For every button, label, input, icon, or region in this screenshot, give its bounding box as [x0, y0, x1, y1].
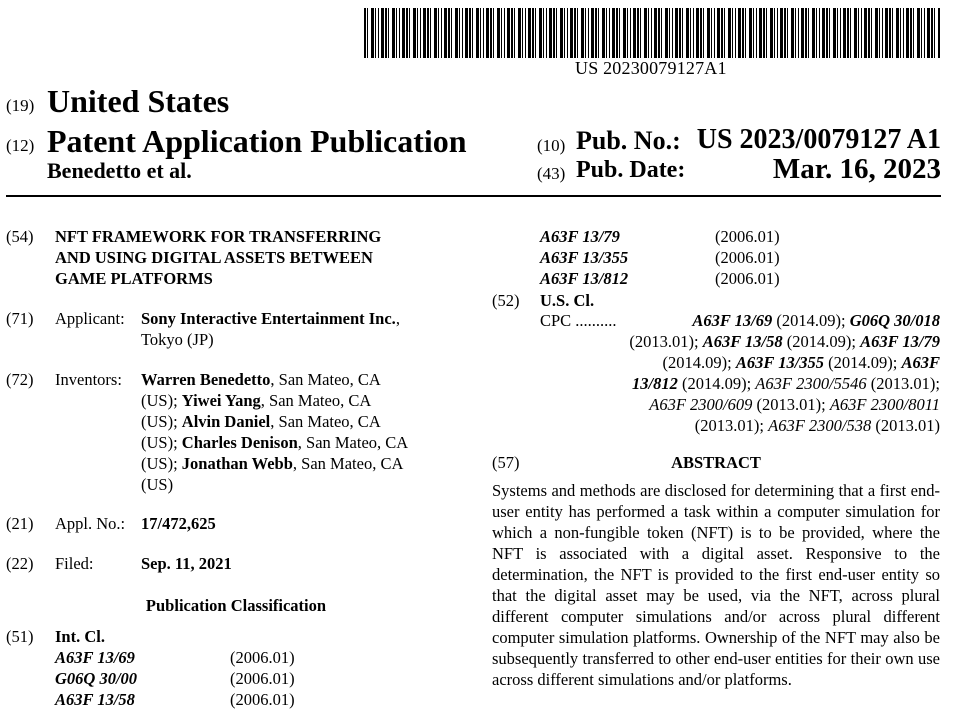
- int-cl-row: [540, 268, 840, 289]
- filed-label: Filed:: [55, 554, 94, 573]
- applicant-location: Tokyo (JP): [141, 330, 214, 349]
- class-code: 13/812: [632, 374, 678, 393]
- text-run: (2013.01);: [694, 416, 769, 435]
- text-line: [540, 331, 940, 352]
- class-code: G06Q 30/018: [849, 311, 940, 330]
- int-cl-row: [55, 647, 355, 668]
- applicant-label: Applicant:: [55, 309, 125, 328]
- barcode: [364, 8, 940, 58]
- applicant-code: (71): [6, 309, 34, 328]
- class-code: A63F 2300/5546: [755, 374, 867, 393]
- class-code: A63F 13/69: [55, 648, 135, 667]
- text-line: [540, 394, 940, 415]
- text-run: (US);: [141, 433, 182, 452]
- name-run: Warren Benedetto: [141, 370, 271, 389]
- text-run: , San Mateo, CA: [270, 370, 381, 389]
- text-run: , San Mateo, CA: [260, 391, 372, 410]
- class-code: A63F: [901, 353, 940, 372]
- class-code: A63F 13/58: [55, 690, 135, 709]
- cpc-label: CPC ..........: [540, 311, 617, 330]
- text-run: , San Mateo, CA: [297, 433, 409, 452]
- text-run: , San Mateo, CA: [270, 412, 381, 431]
- title-code: (54): [6, 227, 34, 246]
- abstract-code: (57): [492, 453, 520, 472]
- us-cl-code: (52): [492, 291, 520, 310]
- name-run: Alvin Daniel: [181, 412, 271, 431]
- inventors-list: [141, 369, 471, 495]
- text-run: (2014.09);: [677, 374, 756, 393]
- text-line: [141, 453, 471, 474]
- text-run: (US);: [141, 454, 182, 473]
- filed-code: (22): [6, 554, 34, 573]
- text-line: [141, 411, 471, 432]
- class-code: A63F 13/79: [860, 332, 940, 351]
- abstract-text: Systems and methods are disclosed for determining that a first end-user entity has performed a task within a computer simulation for which a non-fungible token (NFT) is to be provided, where the NFT is associated with a digital asset. Responsive to the determination, the NFT is provided to the first end-user entity so that the digital asset may be used, via the NFT, across plural different computer simulations and/or across plural different computer simulation platforms. Ownership of the NFT may also be subsequently transferred to other end-user entities for their own use across different simulations and/or platforms.: [492, 481, 940, 689]
- country-code: (19): [6, 96, 35, 115]
- text-line: [141, 474, 471, 495]
- text-run: (US);: [141, 412, 182, 431]
- name-run: Charles Denison: [181, 433, 298, 452]
- class-version: (2006.01): [715, 248, 780, 267]
- text-run: (US);: [141, 391, 182, 410]
- pub-date-label: Pub. Date:: [576, 157, 686, 183]
- text-run: (2014.09);: [824, 353, 902, 372]
- text-run: (2013.01);: [866, 374, 940, 393]
- country: United States: [47, 83, 230, 119]
- text-line: [141, 432, 471, 453]
- applicant-name: Sony Interactive Entertainment Inc.: [141, 309, 396, 328]
- class-code: A63F 2300/538: [768, 416, 872, 435]
- applicant: Sony Interactive Entertainment Inc., Tokyo (JP): [141, 308, 461, 350]
- text-run: (2014.09);: [772, 311, 850, 330]
- int-cl-row: [55, 668, 355, 689]
- int-cl-row: [540, 247, 840, 268]
- kind-code: (12): [6, 136, 35, 155]
- text-run: (US): [141, 475, 174, 494]
- text-run: (2013.01);: [752, 395, 830, 414]
- title-line: GAME PLATFORMS: [55, 269, 213, 288]
- filed-date: Sep. 11, 2021: [141, 554, 232, 573]
- name-run: Jonathan Webb: [181, 454, 293, 473]
- inventors-code: (72): [6, 370, 34, 389]
- int-cl-row: [55, 689, 355, 710]
- class-code: A63F 13/355: [540, 248, 629, 267]
- int-cl-list: [55, 647, 355, 710]
- cpc-classes: [540, 310, 940, 436]
- appl-label: Appl. No.:: [55, 514, 126, 533]
- pub-no-code: (10): [537, 136, 566, 155]
- appl-code: (21): [6, 514, 34, 533]
- text-line: [540, 310, 940, 331]
- class-code: A63F 13/79: [540, 227, 620, 246]
- class-version: (2006.01): [230, 669, 295, 688]
- abstract-heading: ABSTRACT: [671, 453, 761, 472]
- class-version: (2006.01): [230, 648, 295, 667]
- us-cl-label: U.S. Cl.: [540, 291, 595, 310]
- inventors-label: Inventors:: [55, 370, 122, 389]
- text-line: [141, 369, 471, 390]
- pub-no: US 2023/0079127 A1: [696, 124, 941, 155]
- text-line: [141, 390, 471, 411]
- int-cl-list-continued: [540, 226, 840, 289]
- name-run: Yiwei Yang: [181, 391, 261, 410]
- class-code: A63F 13/355: [735, 353, 825, 372]
- class-version: (2006.01): [230, 690, 295, 709]
- title-line: AND USING DIGITAL ASSETS BETWEEN: [55, 248, 373, 267]
- appl-number: 17/472,625: [141, 514, 216, 533]
- int-cl-code: (51): [6, 627, 34, 646]
- int-cl-row: [540, 226, 840, 247]
- class-code: G06Q 30/00: [55, 669, 138, 688]
- header-divider: [6, 195, 941, 197]
- class-version: (2006.01): [715, 227, 780, 246]
- text-line: [540, 373, 940, 394]
- title-line: NFT FRAMEWORK FOR TRANSFERRING: [55, 227, 382, 246]
- publication-type: Patent Application Publication: [47, 123, 467, 159]
- int-cl-label: Int. Cl.: [55, 627, 105, 646]
- pub-class-heading: Publication Classification: [145, 596, 327, 615]
- pub-date: Mar. 16, 2023: [772, 153, 941, 185]
- inventor-line: Benedetto et al.: [47, 158, 192, 183]
- text-run: (2014.09);: [662, 353, 736, 372]
- text-run: (2013.01): [871, 416, 940, 435]
- class-code: A63F 13/69: [692, 311, 773, 330]
- invention-title: [55, 226, 475, 289]
- text-run: (2014.09);: [782, 332, 861, 351]
- pub-date-code: (43): [537, 164, 566, 183]
- class-version: (2006.01): [715, 269, 780, 288]
- text-run: , San Mateo, CA: [292, 454, 404, 473]
- text-run: (2013.01);: [629, 332, 703, 351]
- text-line: [540, 352, 940, 373]
- class-code: A63F 2300/8011: [829, 395, 940, 414]
- pub-no-label: Pub. No.:: [576, 126, 681, 155]
- text-line: [540, 415, 940, 436]
- class-code: A63F 2300/609: [649, 395, 753, 414]
- barcode-number: US 20230079127A1: [575, 58, 727, 78]
- class-code: A63F 13/58: [702, 332, 783, 351]
- class-code: A63F 13/812: [540, 269, 629, 288]
